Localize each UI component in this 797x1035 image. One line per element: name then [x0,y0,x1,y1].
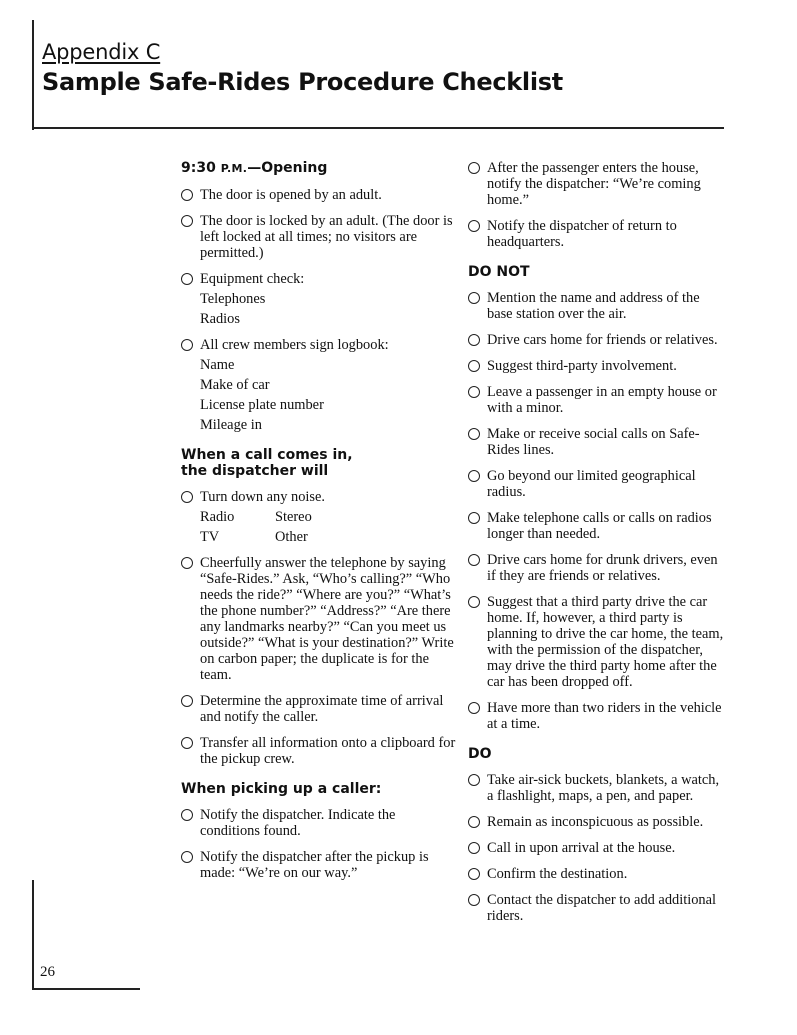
header-bottom-rule [32,127,724,129]
left-column [181,160,456,891]
checklist-item: Drive cars home for friends or relatives. [468,332,726,348]
sub-item: Name [200,357,235,373]
checkbox-circle-icon [468,596,480,608]
checkbox-circle-icon [468,220,480,232]
footer-left-rule [32,880,34,990]
checkbox-circle-icon [181,851,193,863]
checklist-item: Determine the approximate time of arrival and notify the caller. [181,693,456,725]
checklist-item: Confirm the destination. [468,866,726,882]
checkbox-circle-icon [468,816,480,828]
checklist-item: Notify the dispatcher. Indicate the conditions found. [181,807,456,839]
page-title: Sample Safe-Rides Procedure Checklist [42,68,563,96]
checklist-item-noise: Turn down any noise. Radio Stereo TV Other [181,489,456,545]
noise-sublist [200,509,456,545]
checkbox-circle-icon [181,339,193,351]
checkbox-circle-icon [181,557,193,569]
noise-pair: Radio Stereo [200,509,312,525]
checklist-item: Mention the name and address of the base station over the air. [468,290,726,322]
checkbox-circle-icon [468,894,480,906]
checkbox-circle-icon [181,273,193,285]
checklist-item-crew: All crew members sign logbook: Name Make of car License plate number Mileage in [181,337,456,433]
checkbox-circle-icon [468,842,480,854]
checklist-item: Take air-sick buckets, blankets, a watch, a flashlight, maps, a pen, and paper. [468,772,726,804]
sub-item: License plate number [200,397,324,413]
checkbox-circle-icon [468,386,480,398]
right-column [468,160,726,934]
checklist-item: Cheerfully answer the telephone by saying “Safe-Rides.” Ask, “Who’s calling?” “Who needs the ride?” “Where are you?” “What’s the phone number?” “Address?” “Are there any landmarks nearby?” “Can you meet us outside?” “What is your destination?” Write on carbon paper; the duplicate is for the team. [181,555,456,683]
checkbox-circle-icon [181,695,193,707]
call-heading: When a call comes in, the dispatcher will [181,447,353,479]
checklist-item: Call in upon arrival at the house. [468,840,726,856]
checkbox-circle-icon [468,162,480,174]
sub-item: Radios [200,311,240,327]
checkbox-circle-icon [468,554,480,566]
checkbox-circle-icon [468,512,480,524]
checklist-item: The door is opened by an adult. [181,187,456,203]
checklist-item: Make telephone calls or calls on radios longer than needed. [468,510,726,542]
checkbox-circle-icon [181,189,193,201]
checkbox-circle-icon [181,737,193,749]
checklist-item: Have more than two riders in the vehicle at a time. [468,700,726,732]
equipment-sublist [200,291,456,327]
checklist-item: Drive cars home for drunk drivers, even if they are friends or relatives. [468,552,726,584]
do-not-list [468,290,726,732]
checkbox-circle-icon [468,868,480,880]
sub-item: Telephones [200,291,266,307]
header-left-rule [32,20,34,130]
opening-heading: 9:30 P.M.—Opening [181,160,328,176]
checklist-item: Remain as inconspicuous as possible. [468,814,726,830]
checklist-item: Transfer all information onto a clipboard for the pickup crew. [181,735,456,767]
checkbox-circle-icon [468,334,480,346]
checkbox-circle-icon [468,702,480,714]
do-list [468,772,726,924]
checklist-item: Go beyond our limited geographical radius. [468,468,726,500]
page-header [42,40,563,96]
checklist-item: Contact the dispatcher to add additional riders. [468,892,726,924]
sub-item: Make of car [200,377,270,393]
checkbox-circle-icon [468,292,480,304]
checkbox-circle-icon [181,215,193,227]
checkbox-circle-icon [181,809,193,821]
pickup-heading: When picking up a caller: [181,781,382,797]
checklist-item: Notify the dispatcher of return to headquarters. [468,218,726,250]
checklist-item: After the passenger enters the house, notify the dispatcher: “We’re coming home.” [468,160,726,208]
checkbox-circle-icon [468,470,480,482]
noise-pair: TV Other [200,529,308,545]
page-number: 26 [40,964,55,980]
checklist-item: Suggest that a third party drive the car home. If, however, a third party is planning to drive the car home, the team, with the permission of the dispatcher, may drive the third party home after the car has been dropped off. [468,594,726,690]
checklist-item: Suggest third-party involvement. [468,358,726,374]
footer-bottom-rule [32,988,140,990]
appendix-label: Appendix C [42,40,161,64]
do-heading: DO [468,746,492,762]
checklist-item: Leave a passenger in an empty house or with a minor. [468,384,726,416]
sub-item: Mileage in [200,417,262,433]
checkbox-circle-icon [468,428,480,440]
crew-sublist [200,357,456,433]
checklist-item-equipment: Equipment check: Telephones Radios [181,271,456,327]
checkbox-circle-icon [181,491,193,503]
checklist-item: The door is locked by an adult. (The door is left locked at all times; no visitors are permitted.) [181,213,456,261]
do-not-heading: DO NOT [468,264,530,280]
checklist-item: Make or receive social calls on Safe-Rides lines. [468,426,726,458]
checkbox-circle-icon [468,774,480,786]
checklist-item: Notify the dispatcher after the pickup is made: “We’re on our way.” [181,849,456,881]
checkbox-circle-icon [468,360,480,372]
